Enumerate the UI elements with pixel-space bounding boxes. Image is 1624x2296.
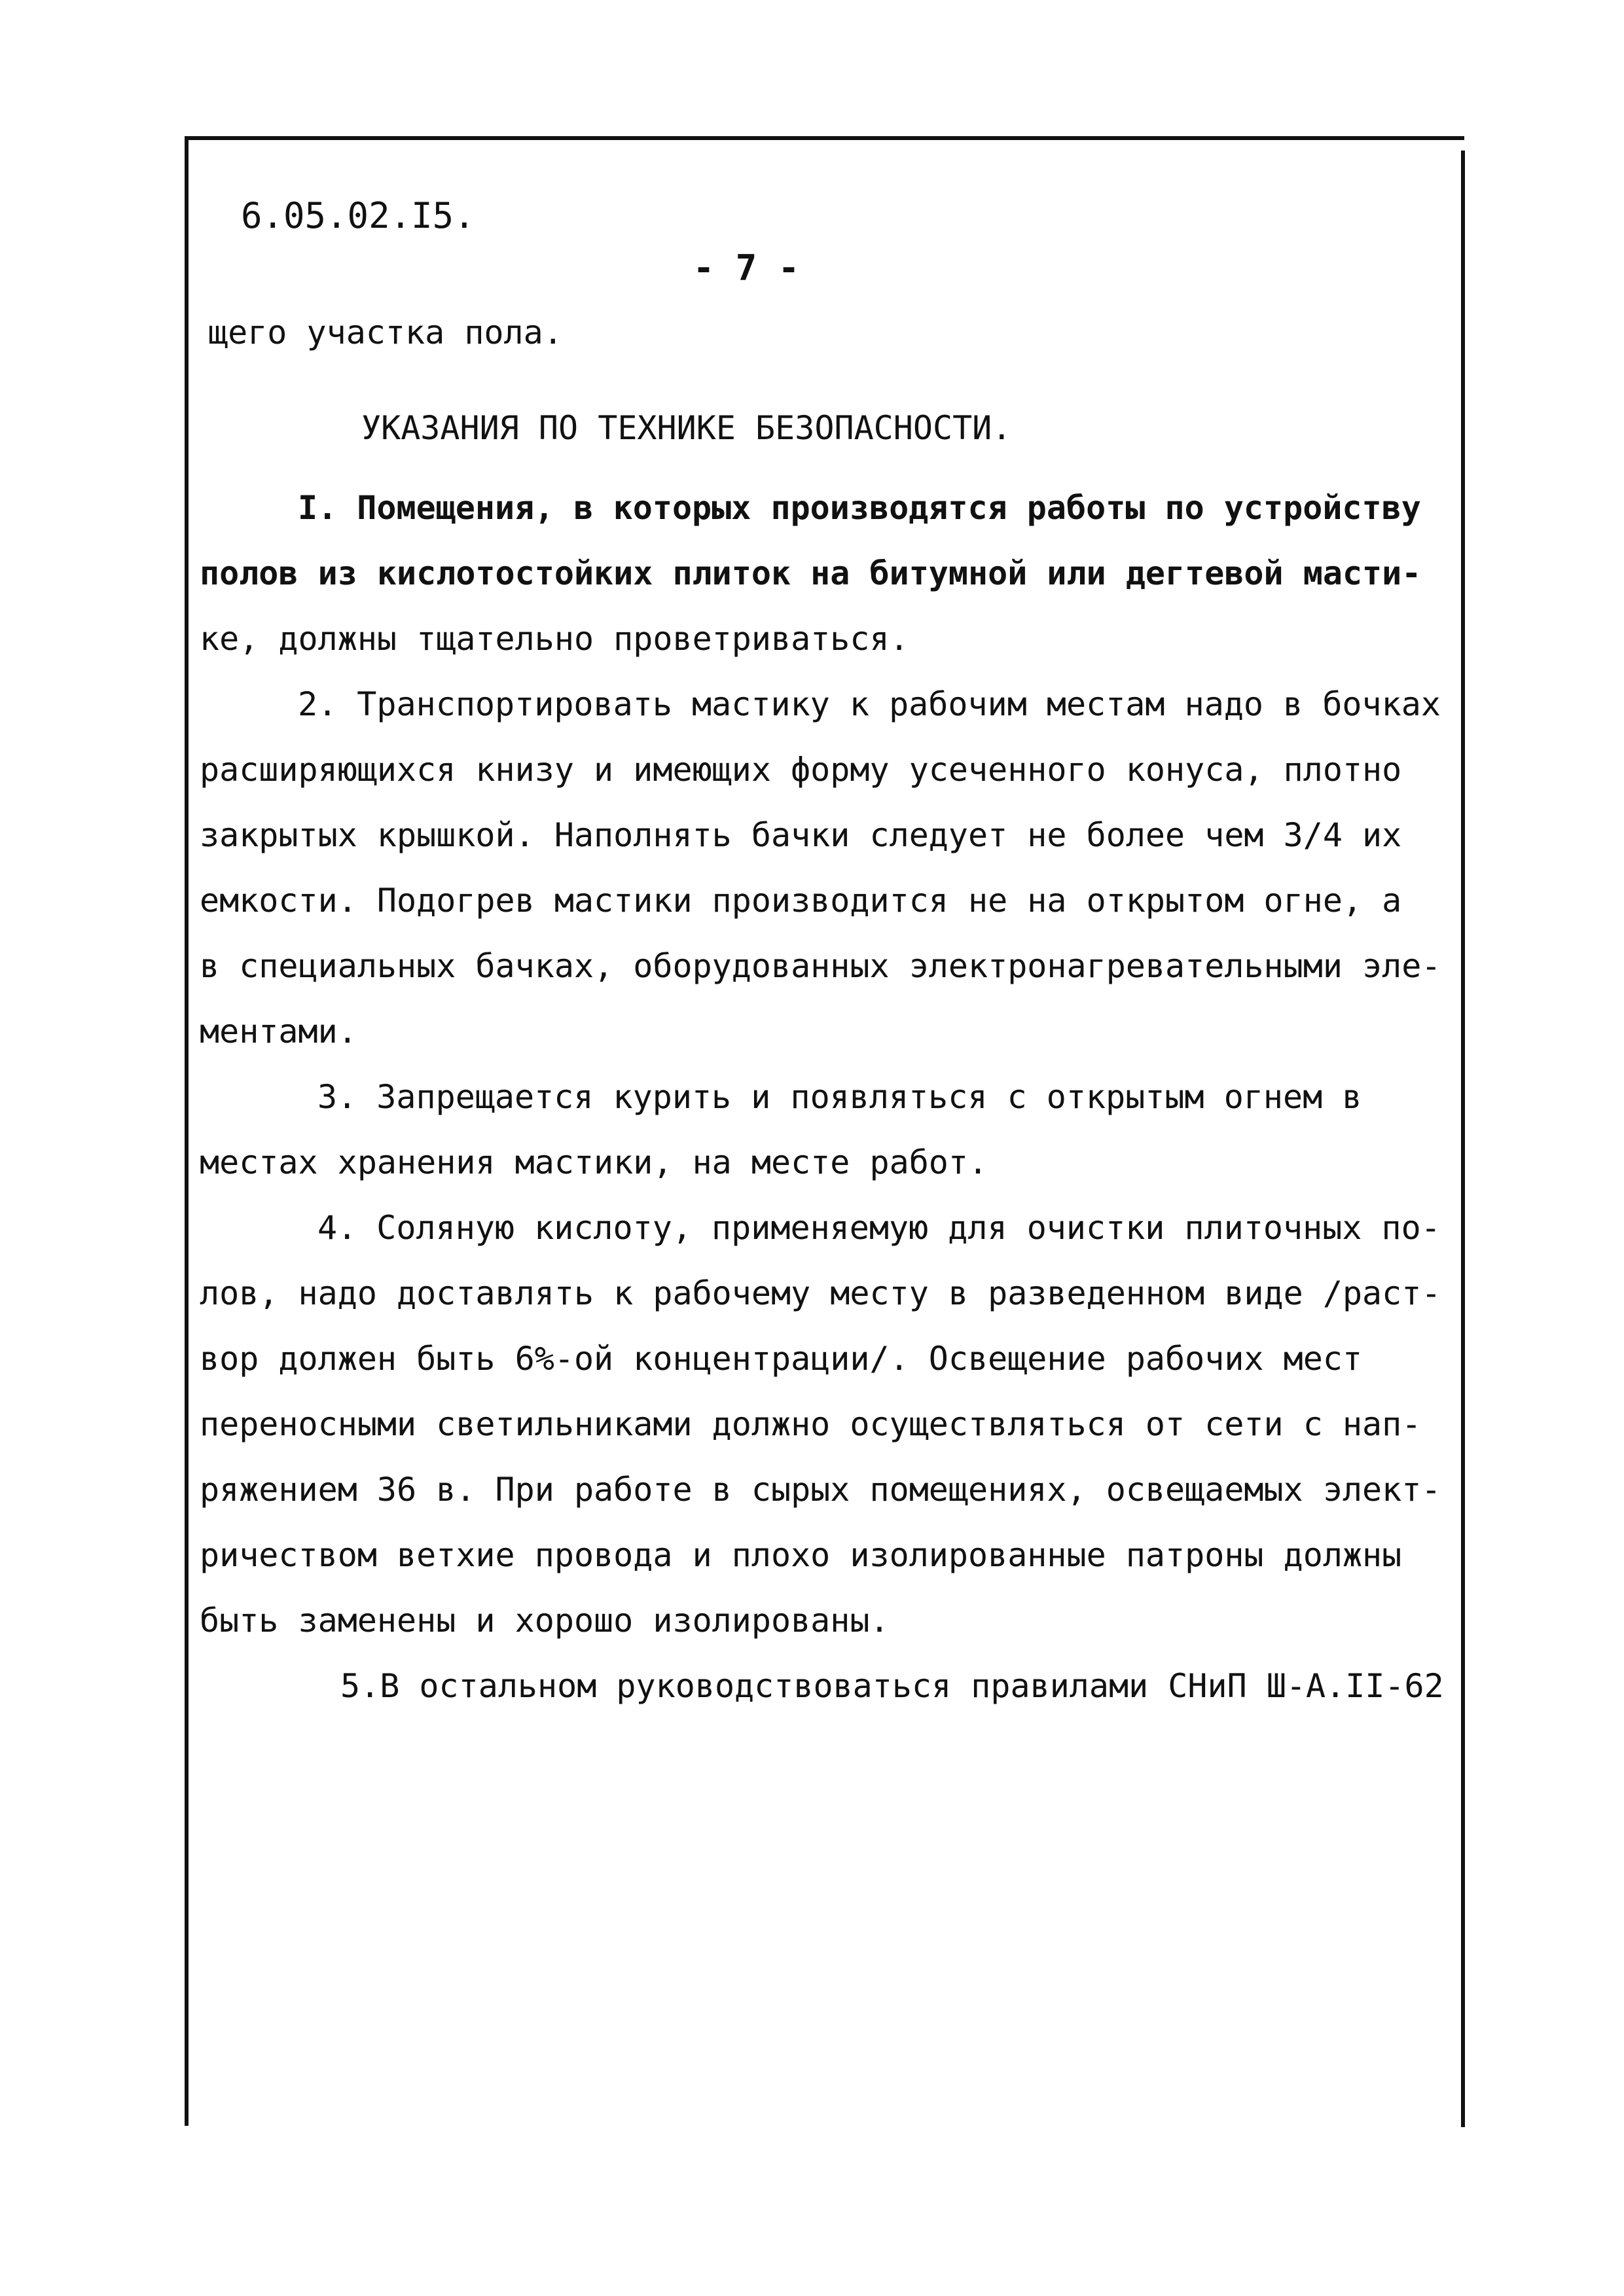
paragraph-3-line-2: местах хранения мастики, на месте работ. bbox=[200, 1143, 988, 1181]
section-heading: УКАЗАНИЯ ПО ТЕХНИКЕ БЕЗОПАСНОСТИ. bbox=[361, 409, 1012, 447]
page-number: - 7 - bbox=[693, 247, 800, 289]
paragraph-2-line-1: 2. Транспортировать мастику к рабочим местам надо в бочках bbox=[298, 685, 1441, 723]
paragraph-1-line-3: ке, должны тщательно проветриваться. bbox=[200, 620, 909, 658]
paragraph-1-line-2: полов из кислотостойких плиток на битумной или дегтевой масти- bbox=[200, 554, 1422, 592]
page-frame-right-border bbox=[1461, 151, 1465, 2127]
paragraph-3-line-1: 3. Запрещается курить и появляться с открытым огнем в bbox=[317, 1078, 1362, 1116]
paragraph-2-line-2: расширяющихся книзу и имеющих форму усеченного конуса, плотно bbox=[200, 751, 1402, 789]
paragraph-5-line-1: 5.В остальном руководствоваться правилами СНиП Ш-А.II-62 bbox=[340, 1667, 1444, 1705]
paragraph-4-line-7: быть заменены и хорошо изолированы. bbox=[200, 1602, 890, 1640]
continuation-line: щего участка пола. bbox=[208, 314, 563, 351]
paragraph-2-line-6: ментами. bbox=[200, 1013, 357, 1050]
paragraph-2-line-4: емкости. Подогрев мастики производится не на открытом огне, а bbox=[200, 882, 1402, 920]
paragraph-4-line-1: 4. Соляную кислоту, применяемую для очистки плиточных по- bbox=[317, 1209, 1441, 1247]
paragraph-2-line-3: закрытых крышкой. Наполнять бачки следует не более чем 3/4 их bbox=[200, 816, 1402, 854]
paragraph-4-line-2: лов, надо доставлять к рабочему месту в разведенном виде /раст- bbox=[200, 1274, 1441, 1312]
paragraph-4-line-3: вор должен быть 6%-ой концентрации/. Освещение рабочих мест bbox=[200, 1340, 1363, 1378]
page-frame-left-border bbox=[185, 136, 189, 2126]
page-frame-top-border bbox=[185, 136, 1464, 140]
paragraph-4-line-5: ряжением 36 в. При работе в сырых помещениях, освещаемых элект- bbox=[200, 1471, 1441, 1509]
paragraph-1-line-1: I. Помещения, в которых производятся работы по устройству bbox=[298, 489, 1421, 527]
document-code: 6.05.02.I5. bbox=[241, 195, 475, 236]
paragraph-4-line-4: переносными светильниками должно осуществляться от сети с нап- bbox=[200, 1405, 1422, 1443]
paragraph-4-line-6: ричеством ветхие провода и плохо изолированные патроны должны bbox=[200, 1536, 1402, 1574]
paragraph-2-line-5: в специальных бачках, оборудованных электронагревательными эле- bbox=[200, 947, 1441, 985]
